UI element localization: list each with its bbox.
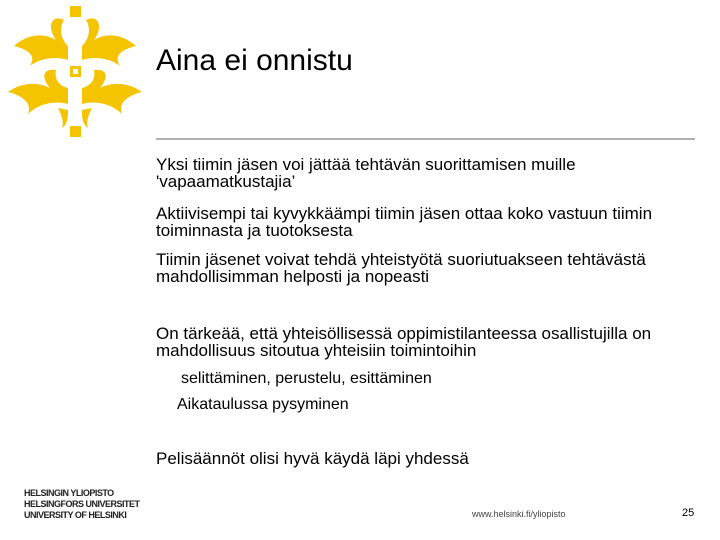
body-paragraph: Pelisäännöt olisi hyvä käydä läpi yhdessä	[156, 449, 469, 468]
university-name-line: HELSINGIN YLIOPISTO	[24, 488, 114, 498]
footer-url: www.helsinki.fi/yliopisto	[472, 509, 566, 519]
university-name-line: UNIVERSITY OF HELSINKI	[24, 510, 127, 520]
university-flame-logo	[0, 0, 150, 150]
title-divider	[156, 138, 695, 140]
sub-item: selittäminen, perustelu, esittäminen	[181, 370, 432, 387]
page-number: 25	[682, 507, 695, 519]
body-paragraph: Tiimin jäsenet voivat tehdä yhteistyötä suoriutuakseen tehtävästä mahdollisimman helposti ja nopeasti	[156, 250, 646, 286]
slide-title: Aina ei onnistu	[156, 44, 353, 77]
body-paragraph: Aktiivisempi tai kyvykkäämpi tiimin jäsen ottaa koko vastuun tiimin toiminnasta ja tuotoksesta	[156, 204, 653, 240]
university-name	[24, 488, 140, 521]
body-paragraph: Yksi tiimin jäsen voi jättää tehtävän suorittamisen muille 'vapaamatkustajia’	[156, 155, 576, 191]
body-paragraph: On tärkeää, että yhteisöllisessä oppimistilanteessa osallistujilla on mahdollisuus sitoutua yhteisiin toimintoihin	[156, 324, 652, 360]
sub-item: Aikataulussa pysyminen	[177, 396, 349, 413]
university-name-line: HELSINGFORS UNIVERSITET	[24, 499, 140, 509]
